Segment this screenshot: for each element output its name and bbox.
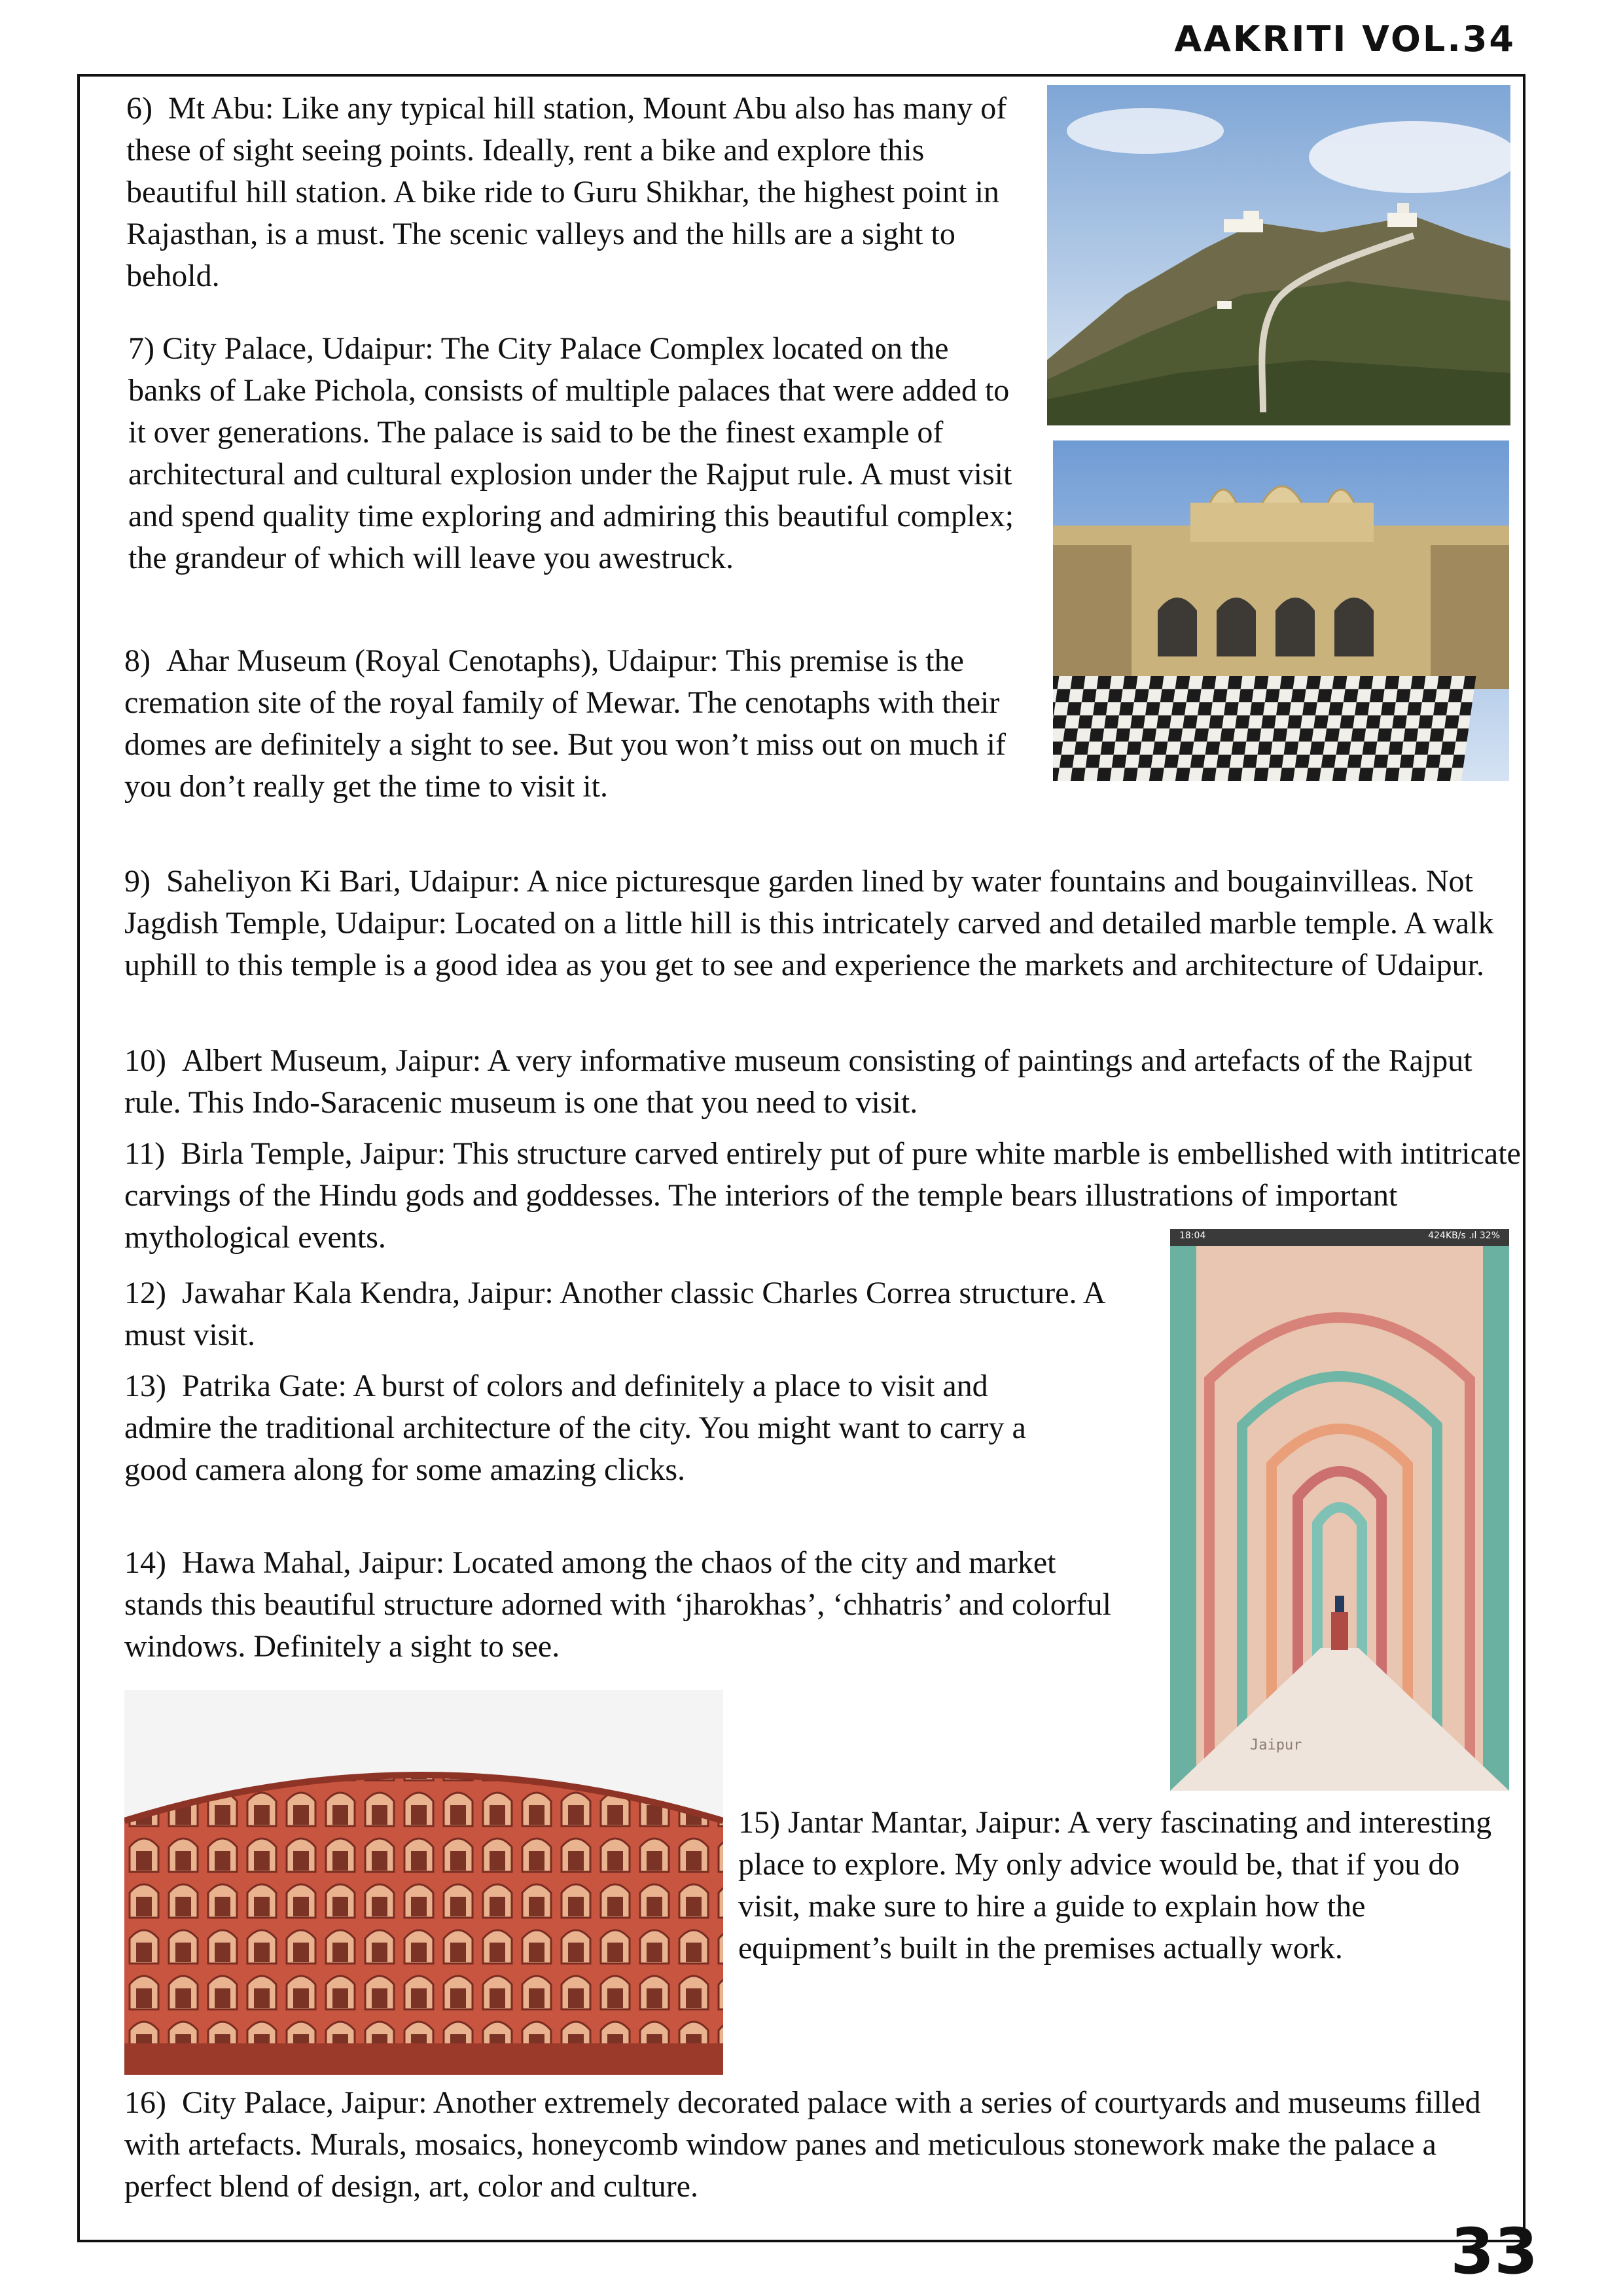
item-heading: City Palace, Jaipur:	[181, 2085, 427, 2120]
item-text: A nice picturesque garden lined by water fountains and bougainvilleas. Not Jagdish Temple, Udaipur: Located on a little hill is this intricately carved and detailed marble temple. A walk uphill to this temple is a good idea as you get to see and experience the markets and architecture of Udaipur.	[124, 864, 1494, 982]
photo-watermark: Jaipur	[1250, 1737, 1302, 1753]
item-text: Another extremely decorated palace with a series of courtyards and museums filled with artefacts. Murals, mosaics, honeycomb window panes and meticulous stonework make the palace a perfect blend of design, art, color and culture.	[124, 2085, 1481, 2204]
article-item-16	[124, 2082, 1499, 2208]
article-item-12	[124, 1272, 1126, 1356]
item-heading: Ahar Museum (Royal Cenotaphs), Udaipur:	[166, 643, 719, 678]
mt-abu-photo	[1047, 85, 1510, 425]
article-item-6	[126, 88, 1010, 297]
item-number: 6)	[126, 91, 152, 126]
status-bar-time: 18:04	[1179, 1230, 1206, 1241]
city-palace-udaipur-photo	[1053, 440, 1509, 781]
item-number: 8)	[124, 643, 151, 678]
article-item-14	[124, 1542, 1119, 1668]
item-heading: Jantar Mantar, Jaipur:	[787, 1805, 1061, 1840]
item-heading: Patrika Gate:	[181, 1369, 347, 1403]
item-number: 16)	[124, 2085, 166, 2120]
item-text: A very informative museum consisting of paintings and artefacts of the Rajput rule. This Indo-Saracenic museum is one that you need to visit.	[124, 1043, 1472, 1120]
item-text: Like any typical hill station, Mount Abu also has many of these of sight seeing points. Ideally, rent a bike and explore this beautiful hill station. A bike ride to Guru Shikhar, the highest point in Rajasthan, is a must. The scenic valleys and the hills are a sight to behold.	[126, 91, 1007, 293]
article-item-9	[124, 861, 1512, 986]
item-text: The City Palace Complex located on the banks of Lake Pichola, consists of multiple palaces that were added to it over generations. The palace is said to be the finest example of architectural and cultural explosion under the Rajput rule. A must visit and spend quality time exploring and admiring this beautiful complex; the grandeur of which will leave you awestruck.	[128, 331, 1014, 575]
item-heading: Birla Temple, Jaipur:	[181, 1136, 446, 1171]
hawa-mahal-photo	[124, 1690, 723, 2075]
status-bar-indicators: 424KB/s .ıl 32%	[1428, 1230, 1500, 1241]
article-item-7	[128, 328, 1025, 579]
item-number: 9)	[124, 864, 151, 899]
item-text: A very fascinating and interesting place to explore. My only advice would be, that if you do visit, make sure to hire a guide to explain how the equipment’s built in the premises actually work.	[738, 1805, 1492, 1965]
item-heading: Hawa Mahal, Jaipur:	[181, 1545, 445, 1580]
article-item-13	[124, 1365, 1080, 1491]
item-heading: Mt Abu:	[168, 91, 274, 126]
article-item-10	[124, 1040, 1499, 1124]
item-number: 7)	[128, 331, 154, 366]
item-heading: Albert Museum, Jaipur:	[181, 1043, 482, 1078]
item-text: Another classic Charles Correa structure. A must visit.	[124, 1276, 1104, 1352]
page-number: 33	[1450, 2215, 1538, 2288]
item-number: 15)	[738, 1805, 780, 1840]
item-number: 12)	[124, 1276, 166, 1310]
magazine-header: AAKRITI VOL.34	[1174, 18, 1516, 60]
item-heading: Jawahar Kala Kendra, Jaipur:	[181, 1276, 554, 1310]
article-item-8	[124, 640, 1037, 808]
article-item-15	[738, 1802, 1514, 1969]
item-number: 14)	[124, 1545, 166, 1580]
item-number: 13)	[124, 1369, 166, 1403]
item-number: 11)	[124, 1136, 166, 1171]
patrika-gate-photo	[1170, 1229, 1509, 1791]
item-heading: Saheliyon Ki Bari, Udaipur:	[166, 864, 521, 899]
item-text: This structure carved entirely put of pure white marble is embellished with intitricate carvings of the Hindu gods and goddesses. The interiors of the temple bears illustrations of important mythological events.	[124, 1136, 1521, 1255]
item-text: A burst of colors and definitely a place to visit and admire the traditional architecture of the city. You might want to carry a good camera along for some amazing clicks.	[124, 1369, 1026, 1487]
item-heading: City Palace, Udaipur:	[162, 331, 434, 366]
item-number: 10)	[124, 1043, 166, 1078]
item-text: This premise is the cremation site of the royal family of Mewar. The cenotaphs with their domes are definitely a sight to see. But you won’t miss out on much if you don’t really get the time to visit it.	[124, 643, 1006, 804]
item-text: Located among the chaos of the city and market stands this beautiful structure adorned with ‘jharokhas’, ‘chhatris’ and colorful windows. Definitely a sight to see.	[124, 1545, 1111, 1664]
